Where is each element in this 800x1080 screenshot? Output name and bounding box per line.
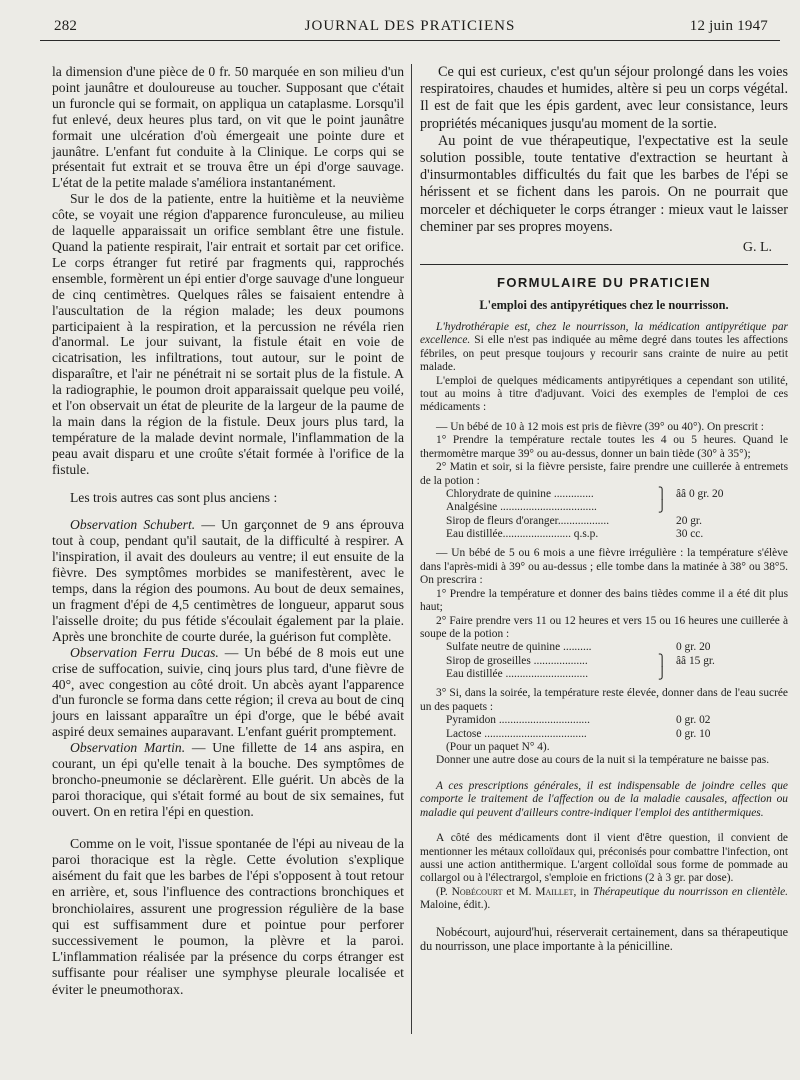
- brace: ⎫: [657, 487, 667, 500]
- page-header: [40, 14, 780, 41]
- observation-title: Observation Martin.: [70, 740, 186, 756]
- ingredient: Sirop de groseilles ...................: [446, 654, 588, 667]
- observation-text: — Un bébé de 8 mois eut une crise de suffocation, suivie, cinq jours plus tard, d'une fièvre de 40°, avec congestion au côté droit. Un abcès ayant l'apparence d'un furoncle se forma dans cette région; il creva au bout de cinq jours en laissant apparaître un épi d'orge, que le bébé avait aspiré deux semaines auparavant. L'enfant guérit promptement.: [52, 644, 404, 740]
- potion-2: [446, 641, 766, 681]
- ref-text: (P.: [436, 885, 452, 898]
- brace: ⎭: [657, 501, 667, 514]
- dose: ââ 0 gr. 20: [676, 487, 724, 500]
- observation-title: Observation Ferru Ducas.: [70, 644, 219, 660]
- ingredient: Chlorydrate de quinine ..............: [446, 487, 594, 500]
- reference: [420, 886, 788, 913]
- paragraph: Sur le dos de la patiente, entre la huitième et la neuvième côte, se voyait une région d'apparence furonculeuse, au milieu de laquelle apparaissait un orifice semblant être une fistule. Quand la patiente respirait, l'air entrait et sortait par cet orifice. Le corps étranger fut retiré par fragments qui, rapprochés ensemble, formèrent un épi entier d'orge sauvage d'une longueur de cinq centimètres. Quelques râles se faisaient entendre à l'auscultation de la région malade; les deux poumons participaient à la respiration, et la percussion ne révéla rien d'anormal. Le jour suivant, la fistule était en voie de cicatrisation, les infiltrations, tout autour, sur le point de disparaître, et l'air ne pénétrait ni se sortait plus de la fistule. A la radiographie, le poumon droit apparaissait quelque peu voilé, et l'on observait un état de pleurite de la largeur de la paume de la main dans la région de la fistule. Deux jours plus tard, la température de la malade devint normale, l'inflammation de la peau avait disparu et une croûte s'était formée à l'orifice de la fistule.: [52, 191, 404, 477]
- potion-row: [446, 668, 766, 681]
- issue-date: 12 juin 1947: [689, 18, 768, 34]
- ingredient: Lactose ....................................: [446, 727, 587, 740]
- column-divider: [411, 64, 412, 1034]
- paragraph: Comme on le voit, l'issue spontanée de l'épi au niveau de la paroi thoracique est la règle. Cette évolution s'explique aisément du fait que les barbes de l'épi s'opposent à tout retour en arrière, et, sous l'influence des contractions bronchiques et bronchiolaires, assurent une progression régulière de la base qui est suffisamment dure et pointue pour perforer successivement le poumon, la plèvre et la paroi. L'inflammation réalisée par la présence du corps étranger est suffisante pour réaliser une symphyse pleurale localisée et éviter le pneumothorax.: [52, 835, 404, 997]
- case-text: 1° Prendre la température et donner des bains tièdes comme il a été dit plus haut;: [420, 587, 788, 614]
- paquet-row: [446, 714, 766, 727]
- paquet-row: [446, 741, 766, 754]
- signature: G. L.: [742, 240, 772, 256]
- section-subtitle: L'emploi des antipyrétiques chez le nourrisson.: [479, 298, 729, 313]
- observation-text: — Une fillette de 14 ans aspira, en courant, un épi qu'elle tenait à la bouche. Des symptômes de broncho-pneumonie se déclarèrent. Elle guérit. Un abcès de la paroi thoracique, qui s'était formé au bout de six semaines, fut ouvert. On en retira l'épi en question.: [52, 740, 404, 819]
- case-text: 2° Faire prendre vers 11 ou 12 heures et vers 15 ou 16 heures une cuillerée à soupe de la potion :: [420, 614, 788, 640]
- journal-title: JOURNAL DES PRATICIENS: [304, 18, 516, 34]
- observation-martin: [52, 740, 404, 820]
- observation-text: — Un garçonnet de 9 ans éprouva tout à coup, pendant qu'il sautait, de la difficulté à respirer. A l'inspiration, il avait des douleurs au ventre; il eut ensuite de la fièvre. Des symptômes morbides se manifestèrent, avec le temps, dans la région des poumons. Au bout de deux semaines, un fragment d'épi de 4,5 centimètres de longueur, apparut sous l'aisselle droite; du pus fétide s'écoulait également par la plaie. Après une bronchite de courte durée, la guérison fut complète.: [52, 517, 405, 644]
- paquets: [446, 714, 766, 754]
- italic-note: A ces prescriptions générales, il est indispensable de joindre celles que comporte le traitement de l'affection ou de la maladie causales, affection ou maladie qui peuvent d'ailleurs contre-indiquer l'emploi des antithermiques.: [420, 779, 788, 819]
- intro-text: Si elle n'est pas indiquée au même degré dans toutes les affections fébriles, on peut presque toujours y recourir sans crainte de nuire au petit malade.: [420, 334, 788, 374]
- ingredient: Eau distillée........................ q.s.p.: [446, 528, 599, 541]
- potion-row: [446, 528, 766, 541]
- case-text: — Un bébé de 10 à 12 mois est pris de fièvre (39° ou 40°). On prescrit :: [436, 420, 764, 433]
- observation-ferru-ducas: [52, 645, 404, 740]
- potion-row: [446, 501, 766, 514]
- ingredient: Analgésine ..................................: [446, 501, 597, 514]
- ingredient: Eau distillée .............................: [446, 668, 589, 681]
- dose: 0 gr. 20: [676, 641, 711, 654]
- section-rule: [420, 264, 788, 265]
- paquet-row: [446, 728, 766, 741]
- paragraph: Les trois autres cas sont plus anciens :: [70, 489, 278, 505]
- final-paragraph: Nobécourt, aujourd'hui, réserverait certainement, dans sa thérapeutique du nourrisson, une place importante à la pénicilline.: [420, 924, 788, 953]
- ingredient: Sirop de fleurs d'oranger..................: [446, 514, 610, 527]
- potion-1: [446, 488, 766, 542]
- ref-author: Nobécourt: [451, 885, 503, 898]
- paragraph: Au point de vue thérapeutique, l'expectative est la seule solution possible, toute tentative d'extraction se heurtant à d'insurmontables difficultés du fait que les barbes de l'épi se hérissent et se fichent dans les parois. On ne pourrait que morceler et déchiqueter le corps étranger : mieux vaut le laisser cheminer par ses propres moyens.: [420, 132, 788, 235]
- potion-row: [446, 641, 766, 654]
- case-text: Donner une autre dose au cours de la nuit si la température ne baisse pas.: [436, 754, 770, 767]
- intro-italic: L'hydrothérapie est, chez le nourrisson, la médication antipyrétique par excellence.: [420, 321, 788, 347]
- dose: 0 gr. 02: [676, 714, 711, 727]
- brace: ⎭: [657, 668, 667, 681]
- ref-author: Maillet: [535, 885, 574, 898]
- dose: 0 gr. 10: [676, 727, 711, 740]
- brace: ⎫: [657, 654, 667, 667]
- paragraph: Ce qui est curieux, c'est qu'un séjour prolongé dans les voies respiratoires, chaudes et humides, altère si peu un corps végétal. Il est de fait que les épis gardent, avec leur consistance, leurs propriétés mécaniques jusqu'au moment de la sortie.: [420, 64, 788, 132]
- right-column: [420, 64, 788, 953]
- observation-title: Observation Schubert.: [70, 517, 196, 533]
- paragraph: A côté des médicaments dont il vient d'être question, il convient de mentionner les métaux colloïdaux qui, préconisés pour combattre l'infection, ont aussi une action antithermique. L'argent colloïdal sous forme de pommade au collargol ou à l'électrargol, s'emploie en frictions (2 à 3 gr. par dose).: [420, 832, 788, 885]
- paquet-note: (Pour un paquet N° 4).: [446, 741, 550, 754]
- ingredient: Pyramidon ................................: [446, 714, 590, 727]
- ref-text: , in: [573, 885, 594, 898]
- paragraph: la dimension d'une pièce de 0 fr. 50 marquée en son milieu d'un point jaunâtre et douloureuse au toucher. Supposant que c'était un furoncle qui se formait, on appliqua un cataplasme. Lorsqu'il fut enlevé, deux heures plus tard, on vit que le point jaunâtre formait une ulcération d'où émergeait une pointe dure et jaunâtre. L'enfant fut conduite à la Clinique. Le corps qui se présentait fut extrait et se trouva être un épi d'orge sauvage. L'état de la petite malade s'améliora instantanément.: [52, 64, 404, 191]
- potion-row: [446, 655, 766, 668]
- potion-row: [446, 515, 766, 528]
- ref-text: Maloine, édit.).: [420, 899, 491, 912]
- case-text: 2° Matin et soir, si la fièvre persiste, faire prendre une cuillerée à entremets de la potion :: [420, 461, 788, 487]
- case-text: 3° Si, dans la soirée, la température reste élevée, donner dans de l'eau sucrée un des paquets :: [420, 687, 788, 713]
- intro-paragraph: [420, 321, 788, 375]
- dose: 30 cc.: [676, 528, 704, 541]
- section-title: FORMULAIRE DU PRATICIEN: [497, 275, 711, 291]
- ref-text: et M.: [502, 885, 536, 898]
- case-text: — Un bébé de 5 ou 6 mois a une fièvre irrégulière : la température s'élève dans l'après-midi à 39° ou au-dessus ; elle tombe dans la matinée à 38° ou 38°5. On prescrira :: [420, 547, 788, 587]
- dose: ââ 15 gr.: [676, 654, 715, 667]
- left-column: [52, 64, 404, 998]
- paragraph: L'emploi de quelques médicaments antipyrétiques a cependant son utilité, tout au moins à titre d'adjuvant. Voici des exemples de l'emploi de ces médicaments :: [420, 374, 788, 414]
- dose: 20 gr.: [676, 514, 702, 527]
- case-text: 1° Prendre la température rectale toutes les 4 ou 5 heures. Quand le thermomètre marque 39° ou au-dessus, donner un bain tiède (30° à 35°);: [420, 434, 788, 460]
- page-number: 282: [54, 18, 78, 34]
- ingredient: Sulfate neutre de quinine ..........: [446, 641, 592, 654]
- potion-row: [446, 488, 766, 501]
- observation-schubert: [52, 517, 404, 644]
- ref-book: Thérapeutique du nourrisson en clientèle.: [593, 885, 789, 898]
